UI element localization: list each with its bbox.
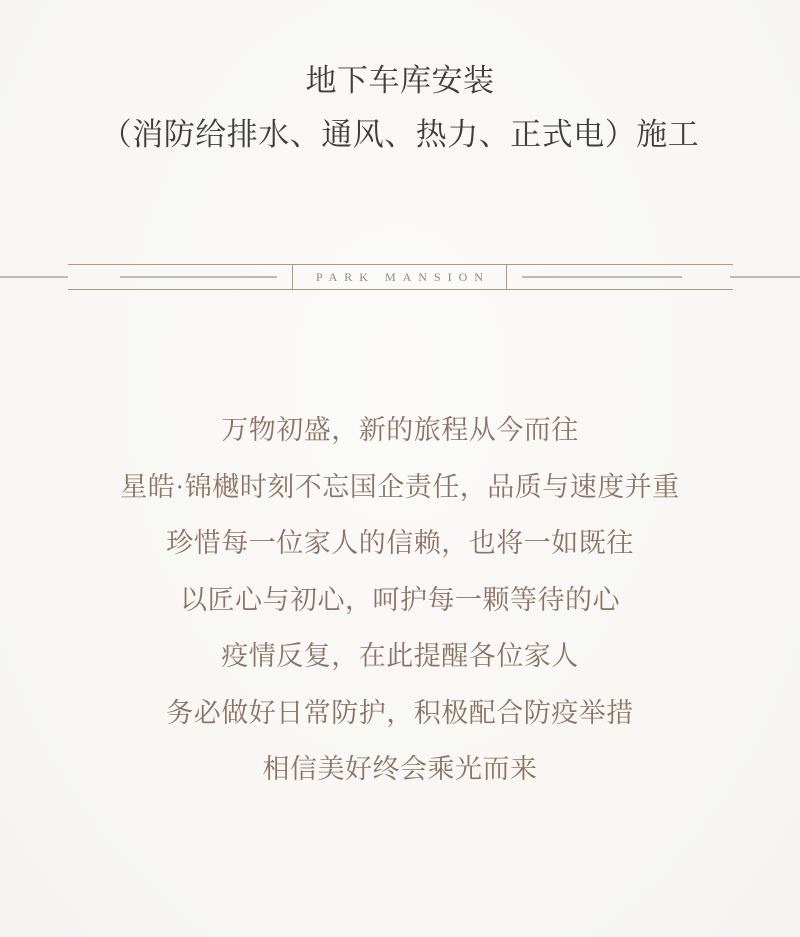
divider-center-box — [292, 265, 507, 289]
body-line: 相信美好终会乘光而来 — [262, 754, 538, 784]
divider-dash-inner-right — [522, 276, 682, 278]
body-line: 疫情反复，在此提醒各位家人 — [221, 641, 579, 671]
brand-label: PARK MANSION — [316, 269, 490, 284]
body-line: 务必做好日常防护，积极配合防疫举措 — [166, 697, 634, 728]
body-line: 以匠心与初心，呵护每一颗等待的心 — [180, 584, 620, 615]
page-title — [0, 54, 800, 162]
body-line: 星皓·锦樾时刻不忘国企责任，品质与速度并重 — [120, 471, 680, 502]
body-copy — [0, 402, 800, 798]
body-line: 万物初盛，新的旅程从今而往 — [221, 415, 579, 445]
divider-dash-far-left — [0, 276, 68, 278]
title-line-2: （消防给排水、通风、热力、正式电）施工 — [100, 117, 700, 152]
body-line: 珍惜每一位家人的信赖，也将一如既往 — [166, 528, 634, 558]
title-line-1: 地下车库安装 — [305, 63, 495, 98]
divider-dash-far-right — [730, 276, 800, 278]
